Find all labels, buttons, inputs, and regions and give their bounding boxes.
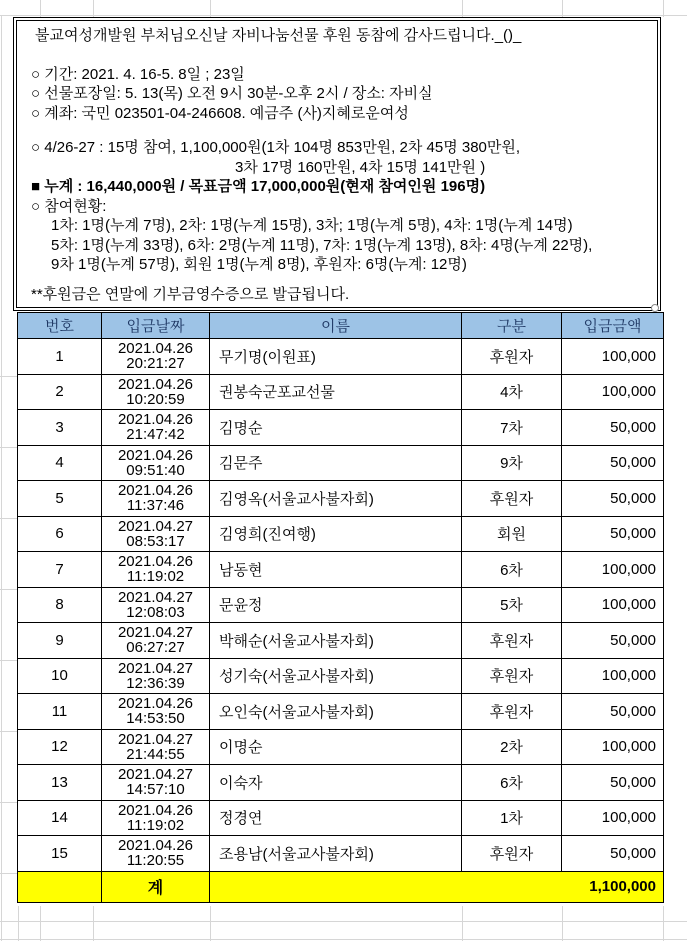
column-header-category[interactable]: 구분 bbox=[462, 313, 562, 339]
notice-line: 5차: 1명(누계 33명), 6차: 2명(누계 11명), 7차: 1명(누계 13명), 8차: 4명(누계 22명), bbox=[51, 236, 593, 254]
cell-datetime[interactable] bbox=[102, 765, 210, 801]
cell-amount[interactable]: 100,000 bbox=[562, 587, 664, 623]
cell-name[interactable]: 조용남(서울교사불자회) bbox=[210, 836, 462, 872]
deposit-time: 14:57:10 bbox=[126, 781, 185, 799]
deposit-time: 11:19:02 bbox=[126, 568, 185, 586]
table-row bbox=[18, 374, 664, 410]
cell-no[interactable]: 10 bbox=[18, 658, 102, 694]
table-row bbox=[18, 836, 664, 872]
cell-datetime[interactable] bbox=[102, 410, 210, 446]
cell-datetime[interactable] bbox=[102, 836, 210, 872]
total-empty-cell[interactable] bbox=[18, 871, 102, 902]
deposit-time: 11:19:02 bbox=[126, 816, 185, 834]
deposit-time: 10:20:59 bbox=[126, 390, 185, 408]
deposit-time: 12:36:39 bbox=[126, 674, 185, 692]
cell-category[interactable]: 후원자 bbox=[462, 836, 562, 872]
deposit-date: 2021.04.26 bbox=[117, 801, 194, 819]
notice-line: ○ 4/26-27 : 15명 참여, 1,100,000원(1차 104명 853만원, 2차 45명 380만원, bbox=[31, 139, 521, 156]
cell-category[interactable]: 회원 bbox=[462, 516, 562, 552]
cell-no[interactable]: 7 bbox=[18, 552, 102, 588]
cell-name[interactable]: 남동현 bbox=[210, 552, 462, 588]
notice-line: 3차 17명 160만원, 4차 15명 141만원 ) bbox=[235, 158, 486, 176]
deposit-date: 2021.04.26 bbox=[117, 482, 194, 500]
donation-table bbox=[17, 312, 664, 903]
table-row bbox=[18, 729, 664, 765]
cell-no[interactable]: 8 bbox=[18, 587, 102, 623]
cell-category[interactable]: 4차 bbox=[462, 374, 562, 410]
cell-category[interactable]: 1차 bbox=[462, 800, 562, 836]
table-row bbox=[18, 658, 664, 694]
cell-datetime[interactable] bbox=[102, 552, 210, 588]
cell-datetime[interactable] bbox=[102, 587, 210, 623]
cell-amount[interactable]: 50,000 bbox=[562, 445, 664, 481]
cell-datetime[interactable] bbox=[102, 374, 210, 410]
deposit-date: 2021.04.26 bbox=[117, 695, 194, 713]
cell-no[interactable]: 2 bbox=[18, 374, 102, 410]
cell-no[interactable]: 12 bbox=[18, 729, 102, 765]
table-row bbox=[18, 623, 664, 659]
table-row bbox=[18, 800, 664, 836]
deposit-date: 2021.04.26 bbox=[117, 411, 194, 429]
notice-line: ○ 선물포장일: 5. 13(목) 오전 9시 30분-오후 2시 / 장소: 자비실 bbox=[31, 85, 433, 102]
cell-name[interactable]: 박해순(서울교사불자회) bbox=[210, 623, 462, 659]
cell-amount[interactable]: 50,000 bbox=[562, 836, 664, 872]
cell-name[interactable]: 김영옥(서울교사불자회) bbox=[210, 481, 462, 517]
cell-no[interactable]: 1 bbox=[18, 339, 102, 375]
table-row bbox=[18, 445, 664, 481]
notice-body bbox=[31, 65, 647, 305]
cell-category[interactable]: 2차 bbox=[462, 729, 562, 765]
cell-no[interactable]: 3 bbox=[18, 410, 102, 446]
cell-no[interactable]: 5 bbox=[18, 481, 102, 517]
deposit-date: 2021.04.26 bbox=[117, 340, 194, 358]
deposit-date: 2021.04.26 bbox=[117, 446, 194, 464]
deposit-time: 12:08:03 bbox=[126, 603, 185, 621]
cell-no[interactable]: 14 bbox=[18, 800, 102, 836]
notice-title: 불교여성개발원 부처님오신날 자비나눔선물 후원 동참에 감사드립니다._()_ bbox=[35, 27, 522, 44]
notice-line: ○ 참여현황: bbox=[31, 197, 107, 215]
cell-name[interactable]: 이숙자 bbox=[210, 765, 462, 801]
cell-amount[interactable]: 50,000 bbox=[562, 481, 664, 517]
table-row bbox=[18, 516, 664, 552]
cell-name[interactable]: 오인숙(서울교사불자회) bbox=[210, 694, 462, 730]
table-row bbox=[18, 410, 664, 446]
cell-amount[interactable]: 100,000 bbox=[562, 339, 664, 375]
cell-amount[interactable]: 50,000 bbox=[562, 623, 664, 659]
cell-category[interactable]: 9차 bbox=[462, 445, 562, 481]
deposit-time: 14:53:50 bbox=[126, 710, 185, 728]
deposit-date: 2021.04.26 bbox=[117, 553, 194, 571]
notice-textbox[interactable] bbox=[13, 17, 661, 311]
cell-datetime[interactable] bbox=[102, 481, 210, 517]
deposit-time: 09:51:40 bbox=[126, 461, 185, 479]
cell-datetime[interactable] bbox=[102, 694, 210, 730]
column-header-no[interactable]: 번호 bbox=[18, 313, 102, 339]
deposit-date: 2021.04.26 bbox=[117, 375, 194, 393]
cell-datetime[interactable] bbox=[102, 729, 210, 765]
table-row bbox=[18, 765, 664, 801]
deposit-date: 2021.04.27 bbox=[117, 766, 194, 784]
notice-line: ■ 누계 : 16,440,000원 / 목표금액 17,000,000원(현재 참여인원 196명) bbox=[31, 178, 486, 195]
cell-amount[interactable]: 50,000 bbox=[562, 765, 664, 801]
total-label[interactable]: 계 bbox=[102, 871, 210, 902]
notice-line: ○ 기간: 2021. 4. 16-5. 8일 ; 23일 bbox=[31, 65, 245, 83]
cell-category[interactable]: 후원자 bbox=[462, 694, 562, 730]
cell-no[interactable]: 4 bbox=[18, 445, 102, 481]
deposit-time: 11:37:46 bbox=[126, 497, 185, 515]
cell-name[interactable]: 김문주 bbox=[210, 445, 462, 481]
deposit-date: 2021.04.27 bbox=[117, 624, 194, 642]
column-header-name[interactable]: 이름 bbox=[210, 313, 462, 339]
table-row bbox=[18, 552, 664, 588]
deposit-time: 08:53:17 bbox=[126, 532, 185, 550]
notice-line: ○ 계좌: 국민 023501-04-246608. 예금주 (사)지혜로운여성 bbox=[31, 104, 409, 122]
deposit-date: 2021.04.27 bbox=[117, 730, 194, 748]
cell-category[interactable]: 후원자 bbox=[462, 481, 562, 517]
cell-name[interactable]: 이명순 bbox=[210, 729, 462, 765]
cell-amount[interactable]: 50,000 bbox=[562, 516, 664, 552]
deposit-time: 21:47:42 bbox=[126, 426, 185, 444]
cell-amount[interactable]: 100,000 bbox=[562, 729, 664, 765]
total-amount[interactable]: 1,100,000 bbox=[210, 871, 664, 902]
cell-category[interactable]: 6차 bbox=[462, 552, 562, 588]
deposit-date: 2021.04.27 bbox=[117, 588, 194, 606]
cell-no[interactable]: 13 bbox=[18, 765, 102, 801]
cell-no[interactable]: 6 bbox=[18, 516, 102, 552]
column-header-datetime[interactable]: 입금날짜 bbox=[102, 313, 210, 339]
cell-datetime[interactable] bbox=[102, 658, 210, 694]
cell-amount[interactable]: 100,000 bbox=[562, 552, 664, 588]
cell-name[interactable]: 권봉숙군포교선물 bbox=[210, 374, 462, 410]
cell-datetime[interactable] bbox=[102, 516, 210, 552]
deposit-date: 2021.04.27 bbox=[117, 517, 194, 535]
cell-category[interactable]: 7차 bbox=[462, 410, 562, 446]
notice-line: 1차: 1명(누계 7명), 2차: 1명(누계 15명), 3차; 1명(누계 5명), 4차: 1명(누계 14명) bbox=[51, 217, 573, 234]
cell-name[interactable]: 김명순 bbox=[210, 410, 462, 446]
deposit-date: 2021.04.27 bbox=[117, 659, 194, 677]
cell-name[interactable]: 정경연 bbox=[210, 800, 462, 836]
cell-name[interactable]: 김영희(진여행) bbox=[210, 516, 462, 552]
cell-amount[interactable]: 100,000 bbox=[562, 800, 664, 836]
deposit-time: 21:44:55 bbox=[126, 745, 185, 763]
cell-amount[interactable]: 50,000 bbox=[562, 694, 664, 730]
cell-datetime[interactable] bbox=[102, 623, 210, 659]
cell-no[interactable]: 9 bbox=[18, 623, 102, 659]
deposit-time: 11:20:55 bbox=[126, 852, 185, 870]
cell-category[interactable]: 후원자 bbox=[462, 339, 562, 375]
notice-textbox-inner bbox=[16, 20, 658, 308]
cell-name[interactable]: 성기숙(서울교사불자회) bbox=[210, 658, 462, 694]
cell-amount[interactable]: 50,000 bbox=[562, 410, 664, 446]
textbox-resize-handle[interactable] bbox=[651, 304, 659, 312]
cell-datetime[interactable] bbox=[102, 445, 210, 481]
deposit-date: 2021.04.26 bbox=[117, 837, 194, 855]
cell-name[interactable]: 문윤정 bbox=[210, 587, 462, 623]
cell-category[interactable]: 6차 bbox=[462, 765, 562, 801]
cell-amount[interactable]: 100,000 bbox=[562, 374, 664, 410]
cell-name[interactable]: 무기명(이원표) bbox=[210, 339, 462, 375]
cell-amount[interactable]: 100,000 bbox=[562, 658, 664, 694]
cell-category[interactable]: 후원자 bbox=[462, 658, 562, 694]
cell-category[interactable]: 후원자 bbox=[462, 623, 562, 659]
table-row bbox=[18, 587, 664, 623]
deposit-time: 20:21:27 bbox=[126, 355, 185, 373]
notice-line: **후원금은 연말에 기부금영수증으로 발급됩니다. bbox=[31, 285, 350, 303]
table-row bbox=[18, 481, 664, 517]
total-row bbox=[18, 871, 664, 902]
table-header-row bbox=[18, 313, 664, 339]
cell-datetime[interactable] bbox=[102, 800, 210, 836]
cell-category[interactable]: 5차 bbox=[462, 587, 562, 623]
notice-line: 9차 1명(누계 57명), 회원 1명(누계 8명), 후원자: 6명(누계: 12명) bbox=[51, 256, 467, 273]
table-row bbox=[18, 339, 664, 375]
column-header-amount[interactable]: 입금금액 bbox=[562, 313, 664, 339]
table-row bbox=[18, 694, 664, 730]
cell-datetime[interactable] bbox=[102, 339, 210, 375]
cell-no[interactable]: 11 bbox=[18, 694, 102, 730]
cell-no[interactable]: 15 bbox=[18, 836, 102, 872]
deposit-time: 06:27:27 bbox=[126, 639, 185, 657]
